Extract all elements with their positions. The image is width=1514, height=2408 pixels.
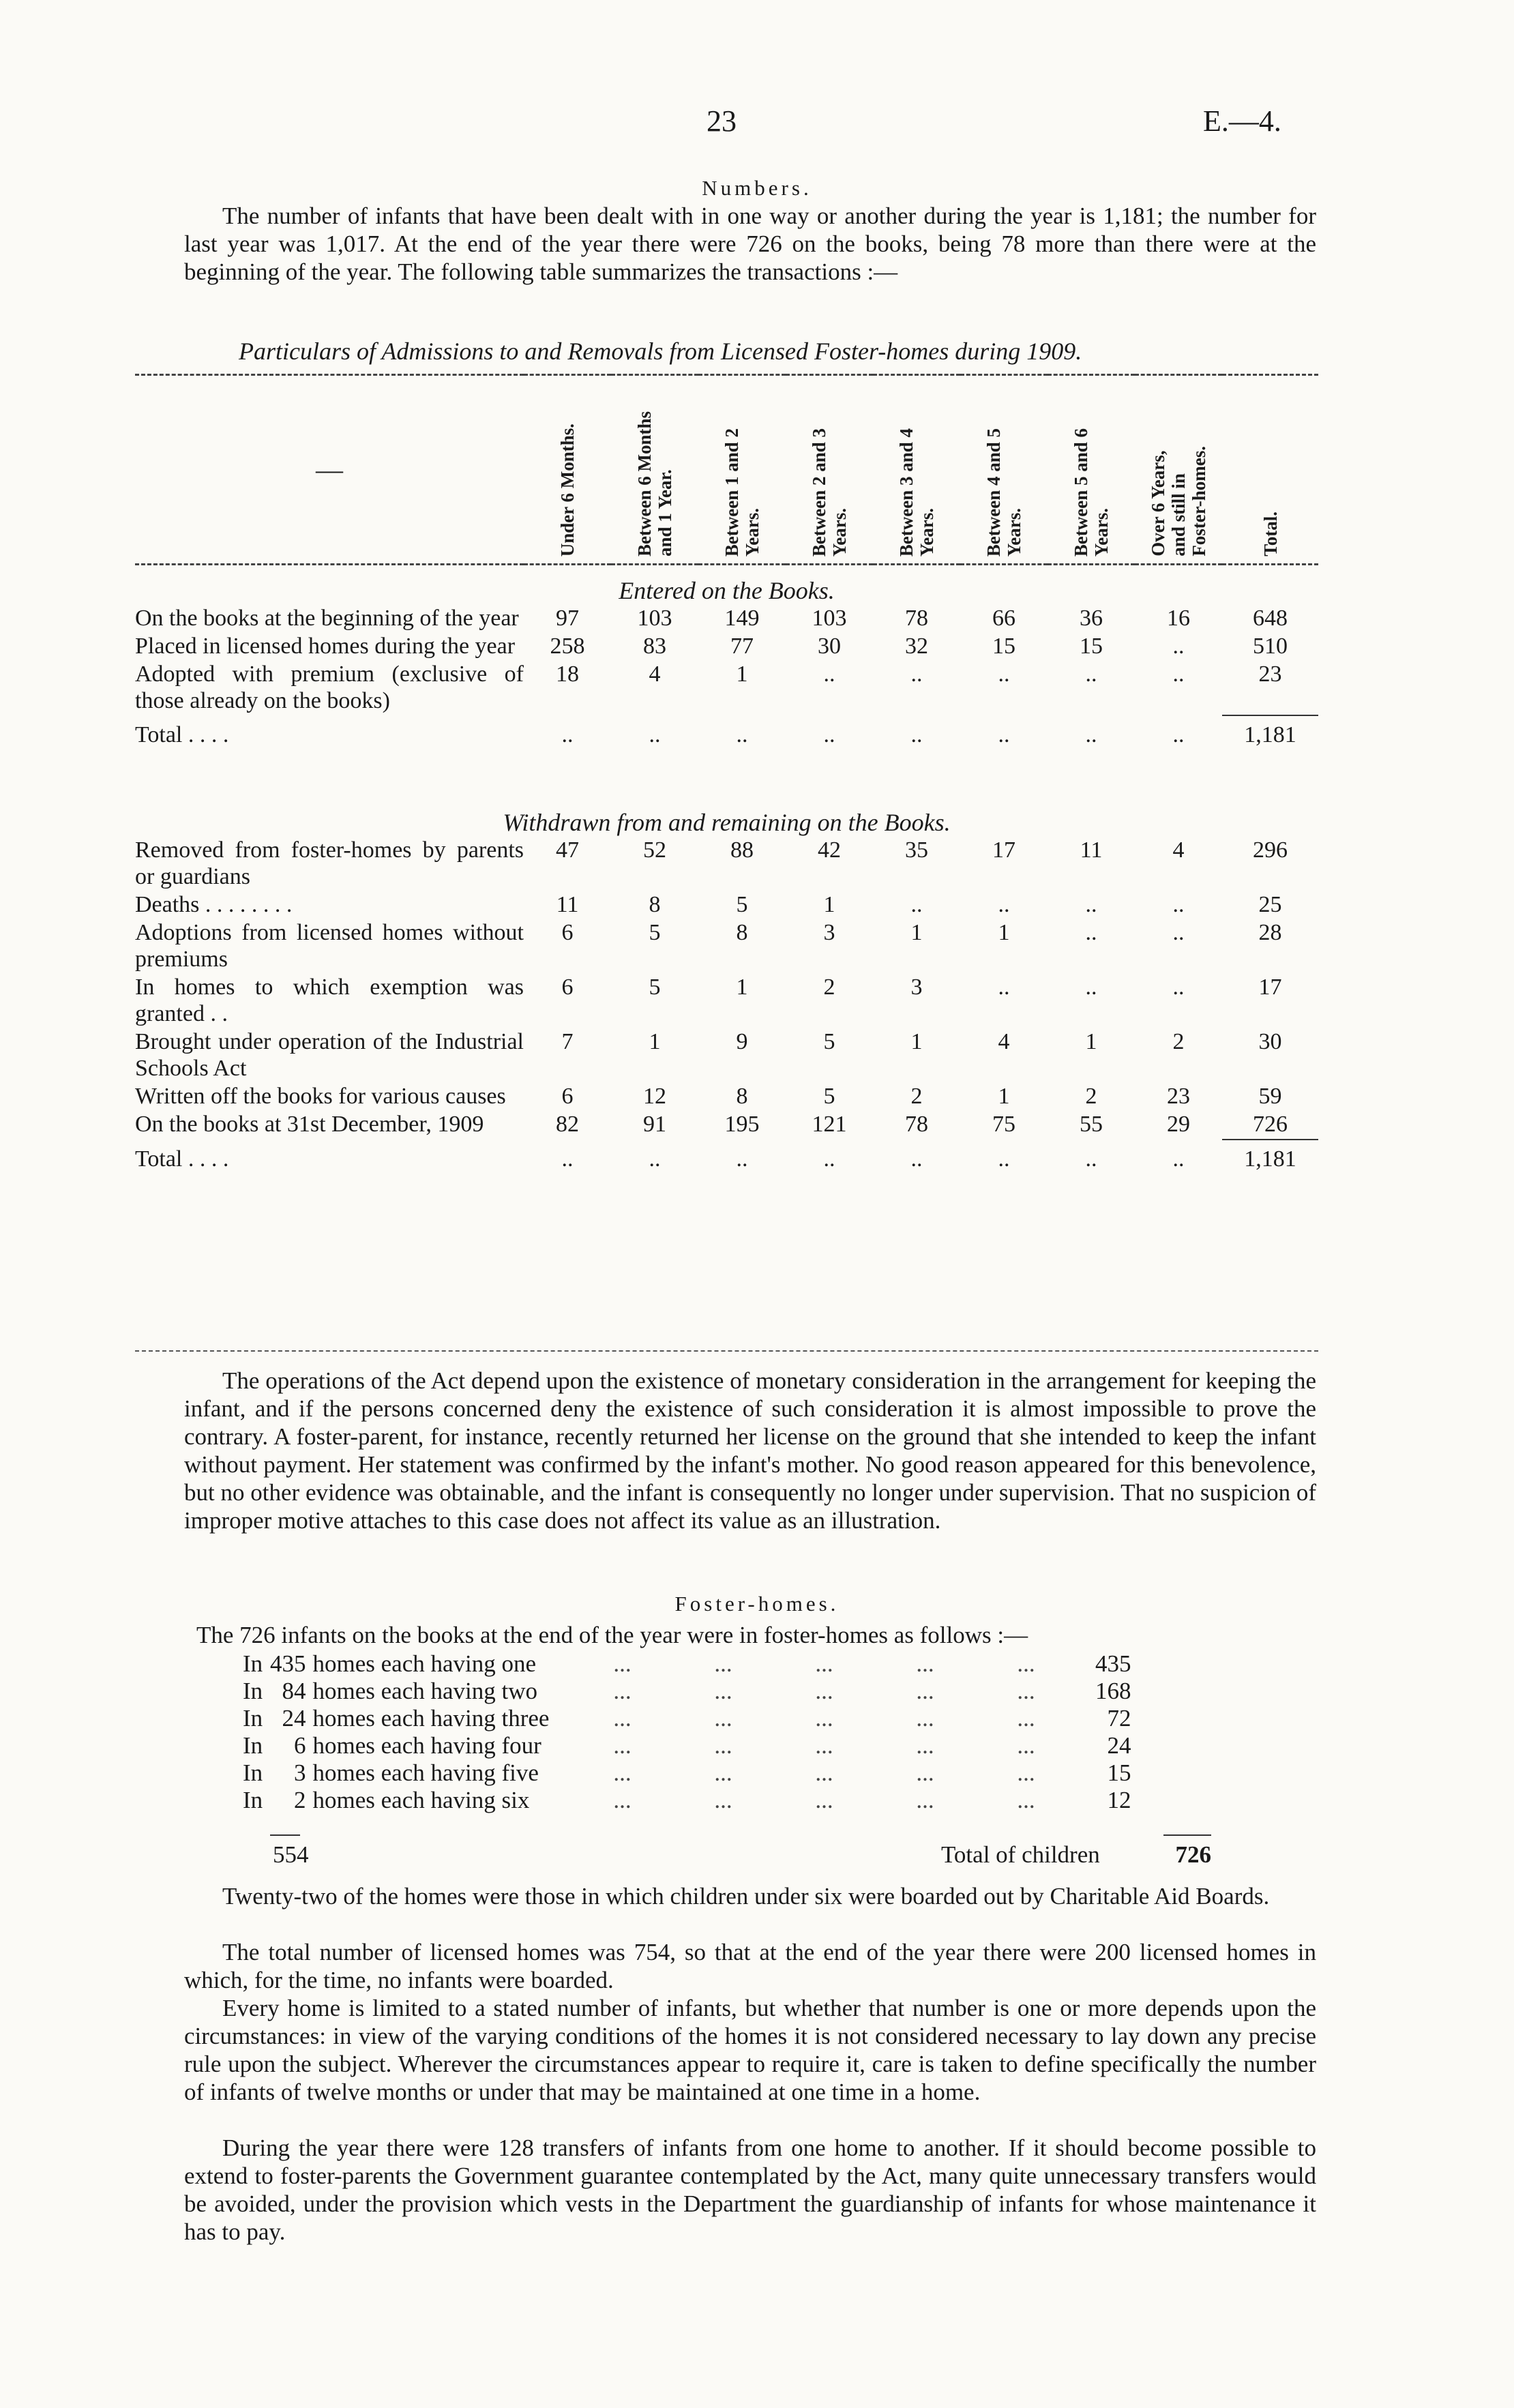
row-total-cell: 28: [1258, 920, 1282, 945]
row-total-cell: 25: [1258, 892, 1282, 917]
children-count: 12: [1107, 1787, 1131, 1813]
admissions-table: [135, 374, 1318, 1174]
table-cell: ..: [561, 722, 574, 747]
table-cell: ..: [736, 1146, 748, 1172]
table-cell: 1: [910, 920, 923, 945]
column-header: [1135, 375, 1222, 565]
homes-count: 6: [294, 1732, 306, 1759]
dot-leader: ...: [916, 1705, 934, 1731]
table-cell: ..: [1085, 920, 1097, 945]
dot-leader: ...: [815, 1787, 833, 1813]
table-cell: 4: [649, 662, 661, 687]
foster-homes-table: [243, 1650, 1131, 1814]
table-cell: 2: [1085, 1084, 1097, 1109]
table-cell: ..: [561, 1146, 574, 1172]
total-label: Total . . . .: [135, 1146, 229, 1172]
column-header-text: Under 6 Months.: [557, 423, 578, 556]
table-cell: 32: [905, 634, 928, 659]
column-header: [611, 375, 698, 565]
column-header: [960, 375, 1048, 565]
dot-leader: ...: [815, 1732, 833, 1759]
table-cell: 12: [643, 1084, 666, 1109]
table-cell: 83: [643, 634, 666, 659]
row-total-cell: 1,181: [1244, 722, 1296, 747]
column-header-text: Between 4 and 5 Years.: [983, 428, 1024, 556]
homes-sum-rule: [270, 1834, 300, 1836]
page-number: 23: [707, 104, 737, 138]
dot-leader: ...: [815, 1650, 833, 1677]
list-item: [243, 1705, 1131, 1732]
total-rule-row: [135, 1140, 1318, 1146]
table-cell: ..: [910, 1146, 923, 1172]
dot-leader: ...: [916, 1678, 934, 1704]
dot-leader: ...: [916, 1787, 934, 1813]
children-sum-rule: [1163, 1834, 1211, 1836]
homes-prefix: In: [243, 1705, 263, 1731]
total-row: [135, 722, 1318, 749]
table-cell: 29: [1167, 1112, 1190, 1137]
table-cell: 2: [910, 1084, 923, 1109]
table-cell: ..: [1085, 892, 1097, 917]
dot-leader: ...: [714, 1650, 732, 1677]
dot-leader: ...: [714, 1787, 732, 1813]
children-count: 24: [1107, 1732, 1131, 1759]
section-title-row: [135, 797, 1318, 837]
table-cell: 3: [910, 975, 923, 1000]
table-cell: 15: [1080, 634, 1103, 659]
table-cell: 1: [1085, 1029, 1097, 1054]
table-cell: 16: [1167, 606, 1190, 631]
homes-count: 2: [294, 1787, 306, 1813]
table-cell: 5: [823, 1029, 835, 1054]
dot-leader: ...: [714, 1678, 732, 1704]
table-cell: 7: [561, 1029, 574, 1054]
list-item: [243, 1650, 1131, 1678]
row-total-cell: 17: [1258, 975, 1282, 1000]
table-cell: 66: [992, 606, 1015, 631]
list-item: [243, 1759, 1131, 1787]
table-cell: ..: [998, 722, 1010, 747]
table-cell: 82: [556, 1112, 579, 1137]
table-cell: 1: [736, 975, 748, 1000]
dot-leader: ...: [815, 1759, 833, 1786]
table-cell: 1: [998, 1084, 1010, 1109]
table-cell: ..: [823, 722, 835, 747]
column-header: [1222, 375, 1318, 565]
table-row: [135, 891, 1318, 919]
column-header-text: Over 6 Years, and still in Foster-homes.: [1148, 446, 1209, 556]
dot-leader: ...: [613, 1732, 632, 1759]
table-cell: ..: [1085, 1146, 1097, 1172]
spacer-row: [135, 749, 1318, 797]
homes-count: 435: [270, 1650, 306, 1677]
table-cell: 18: [556, 662, 579, 687]
table-cell: ..: [823, 662, 835, 687]
table-cell: 11: [556, 892, 579, 917]
dot-leader: ...: [1017, 1705, 1035, 1731]
table-bottom-rule: [135, 1350, 1318, 1352]
closing-paragraph: The total number of licensed homes was 754, so that at the end of the year there were 200 licensed homes in which, for the time, no infants were boarded.: [184, 1939, 1316, 1993]
homes-total: 554: [273, 1841, 309, 1868]
table-cell: ..: [1172, 662, 1185, 687]
dot-leader: ...: [1017, 1787, 1035, 1813]
table-cell: 5: [649, 920, 661, 945]
table-cell: 2: [823, 975, 835, 1000]
table-cell: 77: [730, 634, 754, 659]
homes-prefix: In: [243, 1732, 263, 1759]
table-cell: 1: [910, 1029, 923, 1054]
section-title-withdrawn: Withdrawn from and remaining on the Books.: [503, 809, 951, 836]
homes-count: 24: [282, 1705, 306, 1731]
row-label: On the books at 31st December, 1909: [135, 1112, 484, 1137]
column-header: [873, 375, 960, 565]
table-header-row: [135, 375, 1318, 565]
closing-paragraph: Twenty-two of the homes were those in which children under six were boarded out by Charitable Aid Boards.: [222, 1883, 1270, 1909]
table-cell: ..: [1085, 662, 1097, 687]
table-row: [135, 919, 1318, 974]
table-cell: 4: [1172, 837, 1185, 863]
total-rule: [1222, 715, 1318, 722]
column-header: [786, 375, 873, 565]
table-cell: 1: [649, 1029, 661, 1054]
table-cell: ..: [1085, 975, 1097, 1000]
numbers-heading: Numbers.: [702, 176, 812, 200]
table-cell: ..: [998, 662, 1010, 687]
column-header: [524, 375, 611, 565]
dot-leader: ...: [916, 1759, 934, 1786]
document-reference: E.—4.: [1203, 104, 1281, 138]
table-row: [135, 974, 1318, 1028]
foster-homes-heading: Foster-homes.: [674, 1592, 840, 1616]
table-cell: ..: [1172, 722, 1185, 747]
homes-count: 84: [282, 1678, 306, 1704]
homes-count: 3: [294, 1759, 306, 1786]
table-cell: ..: [998, 1146, 1010, 1172]
table-cell: ..: [1172, 920, 1185, 945]
dot-leader: ...: [1017, 1650, 1035, 1677]
numbers-paragraph: The number of infants that have been dealt with in one way or another during the year is 1,181; the number for last year was 1,017. At the end of the year there were 726 on the books, being 78 more than there were at the beginning of the year. The following table summarizes the transactions :—: [184, 203, 1316, 285]
children-count: 168: [1095, 1678, 1131, 1704]
table-cell: 103: [637, 606, 672, 631]
table-cell: ..: [998, 975, 1010, 1000]
dot-leader: ...: [613, 1650, 632, 1677]
dot-leader: ...: [916, 1732, 934, 1759]
homes-description: homes each having three: [312, 1705, 550, 1731]
table-cell: 8: [736, 1084, 748, 1109]
table-cell: 97: [556, 606, 579, 631]
table-cell: ..: [1172, 892, 1185, 917]
row-label: Placed in licensed homes during the year: [135, 634, 516, 659]
column-header-text: Between 1 and 2 Years.: [722, 428, 762, 556]
table-cell: ..: [910, 892, 923, 917]
dot-leader: ...: [1017, 1732, 1035, 1759]
table-row: [135, 1083, 1318, 1111]
dot-leader: ...: [714, 1705, 732, 1731]
table-cell: 91: [643, 1112, 666, 1137]
table-cell: 42: [818, 837, 841, 863]
table-cell: 6: [561, 1084, 574, 1109]
table-cell: ..: [649, 722, 661, 747]
list-item: [243, 1787, 1131, 1814]
row-label: On the books at the beginning of the year: [135, 606, 519, 631]
table-cell: 78: [905, 1112, 928, 1137]
row-total-cell: 296: [1253, 837, 1288, 863]
dot-leader: ...: [815, 1705, 833, 1731]
homes-description: homes each having two: [312, 1678, 537, 1704]
dot-leader: ...: [613, 1759, 632, 1786]
dot-leader: ...: [1017, 1759, 1035, 1786]
table-cell: 15: [992, 634, 1015, 659]
table-cell: ..: [649, 1146, 661, 1172]
row-label: Brought under operation of the Industrial Schools Act: [135, 1029, 524, 1081]
table-cell: ..: [823, 1146, 835, 1172]
total-label: Total . . . .: [135, 722, 229, 747]
table-cell: 47: [556, 837, 579, 863]
table-cell: 35: [905, 837, 928, 863]
table-cell: ..: [910, 662, 923, 687]
table-cell: 17: [992, 837, 1015, 863]
table-cell: 6: [561, 920, 574, 945]
table-cell: 258: [550, 634, 585, 659]
row-total-cell: 726: [1253, 1112, 1288, 1137]
children-total: 726: [1175, 1841, 1211, 1868]
section-title-entered: Entered on the Books.: [619, 577, 835, 604]
total-row: [135, 1146, 1318, 1174]
table-cell: 5: [823, 1084, 835, 1109]
table-cell: 5: [649, 975, 661, 1000]
list-item: [243, 1732, 1131, 1759]
column-header: [698, 375, 786, 565]
total-rule-row: [135, 715, 1318, 722]
table-cell: 4: [998, 1029, 1010, 1054]
list-item: [243, 1678, 1131, 1705]
homes-prefix: In: [243, 1787, 263, 1813]
dot-leader: ...: [815, 1678, 833, 1704]
column-header-text: Between 6 Months and 1 Year.: [634, 411, 675, 556]
table-cell: 30: [818, 634, 841, 659]
table-cell: 23: [1167, 1084, 1190, 1109]
table-cell: 1: [736, 662, 748, 687]
children-count: 15: [1107, 1759, 1131, 1786]
table-cell: 149: [724, 606, 760, 631]
column-header-text: Total.: [1260, 511, 1281, 556]
children-count: 72: [1107, 1705, 1131, 1731]
dot-leader: ...: [714, 1759, 732, 1786]
row-total-cell: 59: [1258, 1084, 1282, 1109]
table-cell: 8: [736, 920, 748, 945]
dot-leader: ...: [1017, 1678, 1035, 1704]
table-cell: ..: [736, 722, 748, 747]
table-row: [135, 1111, 1318, 1140]
table-cell: 52: [643, 837, 666, 863]
dot-leader: ...: [613, 1787, 632, 1813]
table-cell: ..: [910, 722, 923, 747]
homes-description: homes each having one: [312, 1650, 537, 1677]
row-label: Removed from foster-homes by parents or guardians: [135, 837, 524, 889]
table-cell: 8: [649, 892, 661, 917]
table-cell: 195: [724, 1112, 760, 1137]
column-header-text: Between 3 and 4 Years.: [896, 428, 937, 556]
table-cell: 5: [736, 892, 748, 917]
table-cell: ..: [1085, 722, 1097, 747]
column-header: [1048, 375, 1135, 565]
table-cell: 6: [561, 975, 574, 1000]
dot-leader: ...: [613, 1678, 632, 1704]
row-total-cell: 30: [1258, 1029, 1282, 1054]
row-total-cell: 510: [1253, 634, 1288, 659]
table-cell: 88: [730, 837, 754, 863]
table-cell: 55: [1080, 1112, 1103, 1137]
table-cell: 121: [812, 1112, 847, 1137]
table-cell: 11: [1080, 837, 1103, 863]
column-header-text: Between 5 and 6 Years.: [1071, 428, 1112, 556]
row-label: Adopted with premium (exclusive of those already on the books): [135, 662, 524, 713]
homes-prefix: In: [243, 1759, 263, 1786]
table-cell: 78: [905, 606, 928, 631]
dot-leader: ...: [613, 1705, 632, 1731]
table-row: [135, 605, 1318, 633]
homes-description: homes each having six: [312, 1787, 530, 1813]
children-count: 435: [1095, 1650, 1131, 1677]
table-cell: 36: [1080, 606, 1103, 631]
column-header-text: Between 2 and 3 Years.: [809, 428, 850, 556]
table-cell: ..: [1172, 634, 1185, 659]
row-total-cell: 1,181: [1244, 1146, 1296, 1172]
children-total-label: Total of children: [941, 1841, 1100, 1868]
homes-prefix: In: [243, 1650, 263, 1677]
table-cell: 103: [812, 606, 847, 631]
dot-leader: ...: [714, 1732, 732, 1759]
operations-paragraph: The operations of the Act depend upon the existence of monetary consideration in the arrangement for keeping the infant, and if the persons concerned deny the existence of such consideration it is almost impossible to prove the contrary. A foster-parent, for instance, recently returned her license on the ground that she intended to keep the infant without payment. Her statement was confirmed by the infant's mother. No good reason appeared for this benevolence, but no other evidence was obtainable, and the infant is consequently no longer under supervision. That no suspicion of improper motive attaches to this case does not affect its value as an illustration.: [184, 1367, 1316, 1534]
table-cell: 75: [992, 1112, 1015, 1137]
closing-paragraph: Every home is limited to a stated number of infants, but whether that number is one or more depends upon the circumstances: in view of the varying conditions of the homes it is not considered necessary to lay down any precise rule upon the subject. Wherever the circumstances appear to require it, care is taken to define specifically the number of infants of twelve months or under that may be maintained at one time in a home.: [184, 1995, 1316, 2105]
row-total-cell: 648: [1253, 606, 1288, 631]
table-cell: 1: [998, 920, 1010, 945]
row-label: Deaths . . . . . . . .: [135, 892, 293, 917]
table-cell: 2: [1172, 1029, 1185, 1054]
table-cell: ..: [1172, 975, 1185, 1000]
foster-homes-intro: The 726 infants on the books at the end of the year were in foster-homes as follows :—: [196, 1622, 1028, 1648]
table-row: [135, 837, 1318, 891]
total-rule: [1222, 1140, 1318, 1146]
dot-leader: ...: [916, 1650, 934, 1677]
table-cell: 9: [736, 1029, 748, 1054]
homes-prefix: In: [243, 1678, 263, 1704]
table-row: [135, 661, 1318, 715]
row-total-cell: 23: [1258, 662, 1282, 687]
table-cell: ..: [1172, 1146, 1185, 1172]
table-cell: ..: [998, 892, 1010, 917]
row-label: Written off the books for various causes: [135, 1084, 506, 1109]
table-caption: Particulars of Admissions to and Removals from Licensed Foster-homes during 1909.: [239, 338, 1082, 365]
table-cell: 3: [823, 920, 835, 945]
homes-description: homes each having five: [312, 1759, 539, 1786]
homes-description: homes each having four: [312, 1732, 541, 1759]
table-row: [135, 633, 1318, 661]
table-cell: 1: [823, 892, 835, 917]
closing-paragraph: During the year there were 128 transfers of infants from one home to another. If it should become possible to extend to foster-parents the Government guarantee contemplated by the Act, many quite unnecessary transfers would be avoided, under the provision which vests in the Department the guardianship of infants for whose maintenance it has to pay.: [184, 2135, 1316, 2245]
section-title-row: [135, 565, 1318, 606]
row-label: Adoptions from licensed homes without premiums: [135, 920, 524, 972]
stub-header: —: [135, 375, 524, 565]
table-row: [135, 1028, 1318, 1083]
row-label: In homes to which exemption was granted . .: [135, 975, 524, 1026]
